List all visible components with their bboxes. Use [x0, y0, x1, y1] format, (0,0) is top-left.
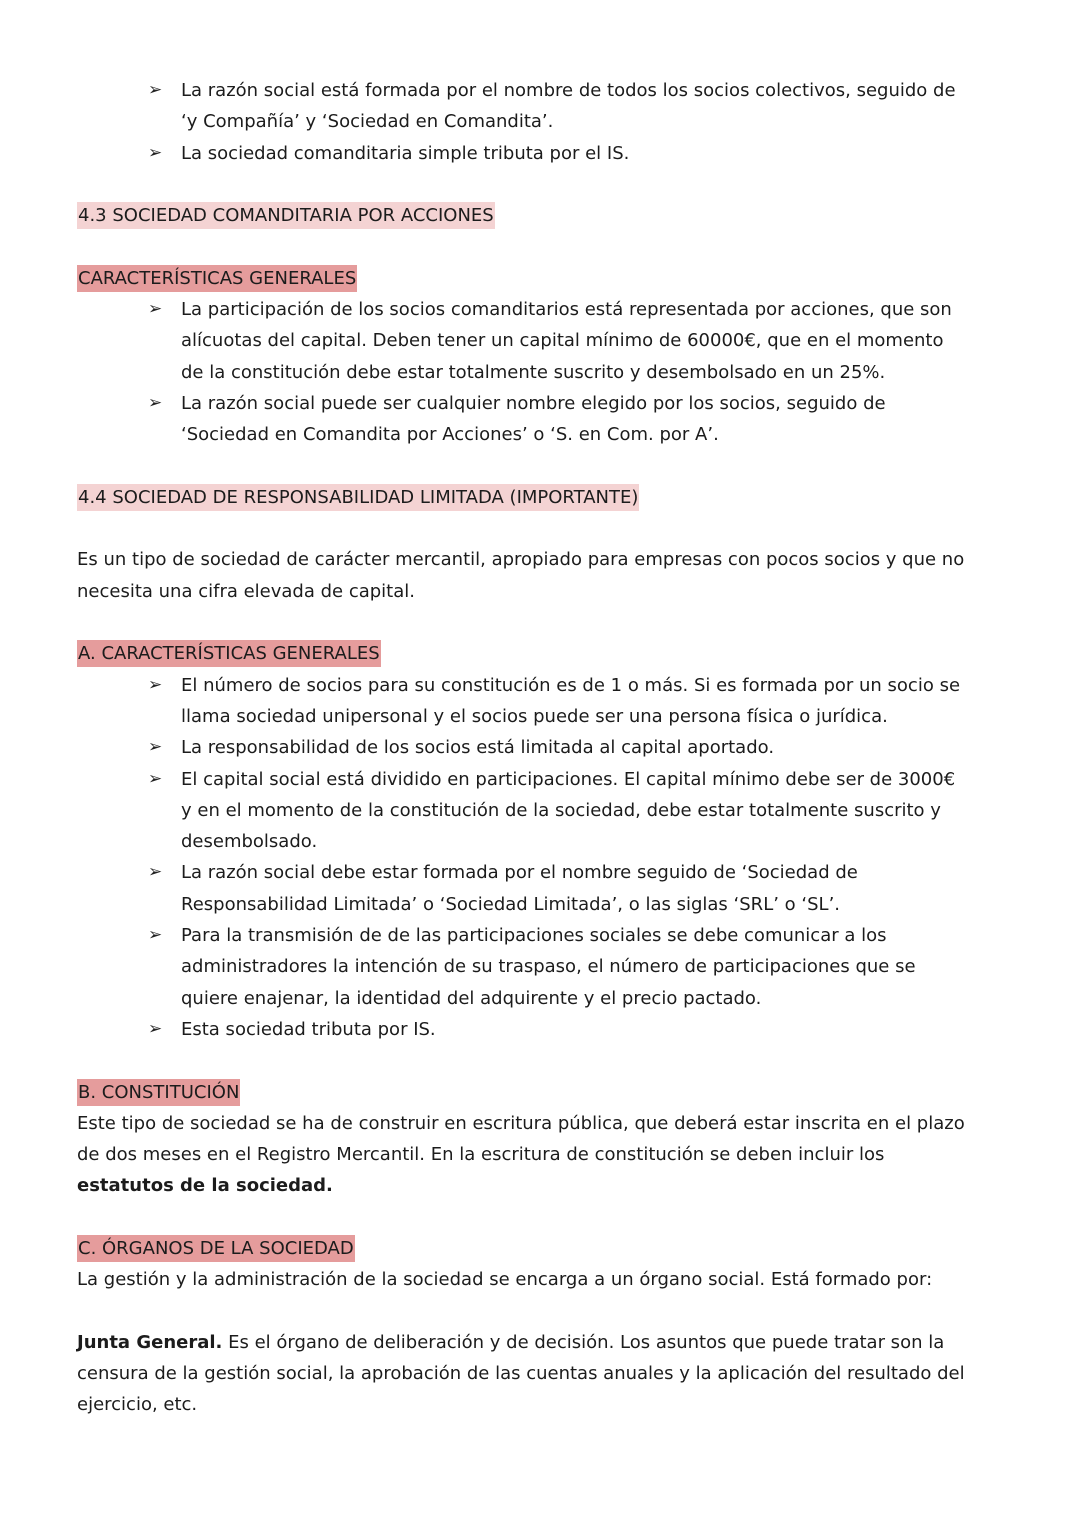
junta-general-paragraph: Junta General. Es el órgano de deliberación y de decisión. Los asuntos que puede tratar son la censura de la gestión social, la aprobación de las cuentas anuales y la aplicación del resultado del ejercicio, etc.: [77, 1331, 965, 1416]
list-item: ➢ La razón social debe estar formada por el nombre seguido de ‘Sociedad de Responsabilidad Limitada’ o ‘Sociedad Limitada’, o las siglas ‘SRL’ o ‘SL’.: [181, 857, 970, 920]
list-item: ➢ La razón social puede ser cualquier nombre elegido por los socios, seguido de ‘Sociedad en Comandita por Acciones’ o ‘S. en Com. por A’.: [181, 388, 970, 451]
list-item: ➢ Para la transmisión de de las participaciones sociales se debe comunicar a los administradores la intención de su traspaso, el número de participaciones que se quiere enajenar, la identidad del adquirente y el precio pactado.: [181, 920, 970, 1014]
arrow-bullet-icon: ➢: [148, 737, 163, 758]
list-item: ➢ La responsabilidad de los socios está limitada al capital aportado.: [181, 732, 970, 763]
section-44-a-title: A. CARACTERÍSTICAS GENERALES: [77, 640, 381, 667]
section-44-a-bullet-list: [77, 670, 970, 1046]
section-44-title: 4.4 SOCIEDAD DE RESPONSABILIDAD LIMITADA (IMPORTANTE): [77, 484, 639, 511]
section-44-c-title: C. ÓRGANOS DE LA SOCIEDAD: [77, 1235, 355, 1262]
section-44-b-text: Este tipo de sociedad se ha de construir en escritura pública, que deberá estar inscrita en el plazo de dos meses en el Registro Mercantil. En la escritura de constitución se deben incluir los estatutos de la sociedad.: [77, 1112, 965, 1197]
arrow-bullet-icon: ➢: [148, 674, 163, 695]
arrow-bullet-icon: ➢: [148, 862, 163, 883]
junta-general-label: Junta General.: [77, 1331, 223, 1353]
arrow-bullet-icon: ➢: [148, 768, 163, 789]
list-item: ➢ La participación de los socios comanditarios está representada por acciones, que son alícuotas del capital. Deben tener un capital mínimo de 60000€, que en el momento de la constitución debe estar totalmente suscrito y desembolsado en un 25%.: [181, 294, 970, 388]
section-44-intro: Es un tipo de sociedad de carácter mercantil, apropiado para empresas con pocos socios y que no necesita una cifra elevada de capital.: [77, 549, 965, 602]
arrow-bullet-icon: ➢: [148, 142, 163, 163]
section-43-title: 4.3 SOCIEDAD COMANDITARIA POR ACCIONES: [77, 202, 495, 229]
section-43-bullet-list: [77, 294, 970, 450]
section-44-c-text: La gestión y la administración de la sociedad se encarga a un órgano social. Está formado por:: [77, 1269, 933, 1291]
list-item: ➢ El capital social está dividido en participaciones. El capital mínimo debe ser de 3000€ y en el momento de la constitución de la sociedad, debe estar totalmente suscrito y desembolsado.: [181, 764, 970, 858]
section-43-subtitle: CARACTERÍSTICAS GENERALES: [77, 265, 357, 292]
arrow-bullet-icon: ➢: [148, 299, 163, 320]
arrow-bullet-icon: ➢: [148, 392, 163, 413]
section-44-b-title: B. CONSTITUCIÓN: [77, 1079, 240, 1106]
arrow-bullet-icon: ➢: [148, 80, 163, 100]
list-item: ➢ El número de socios para su constitución es de 1 o más. Si es formada por un socio se llama sociedad unipersonal y el socios puede ser una persona física o jurídica.: [181, 670, 970, 733]
arrow-bullet-icon: ➢: [148, 925, 163, 946]
list-item: ➢ La razón social está formada por el nombre de todos los socios colectivos, seguido de ‘y Compañía’ y ‘Sociedad en Comandita’.: [181, 75, 970, 138]
list-item: ➢ La sociedad comanditaria simple tributa por el IS.: [181, 138, 970, 169]
list-item: ➢ Esta sociedad tributa por IS.: [181, 1014, 970, 1045]
bold-phrase: estatutos de la sociedad.: [77, 1175, 333, 1197]
arrow-bullet-icon: ➢: [148, 1018, 163, 1039]
top-bullet-list: [77, 75, 970, 169]
